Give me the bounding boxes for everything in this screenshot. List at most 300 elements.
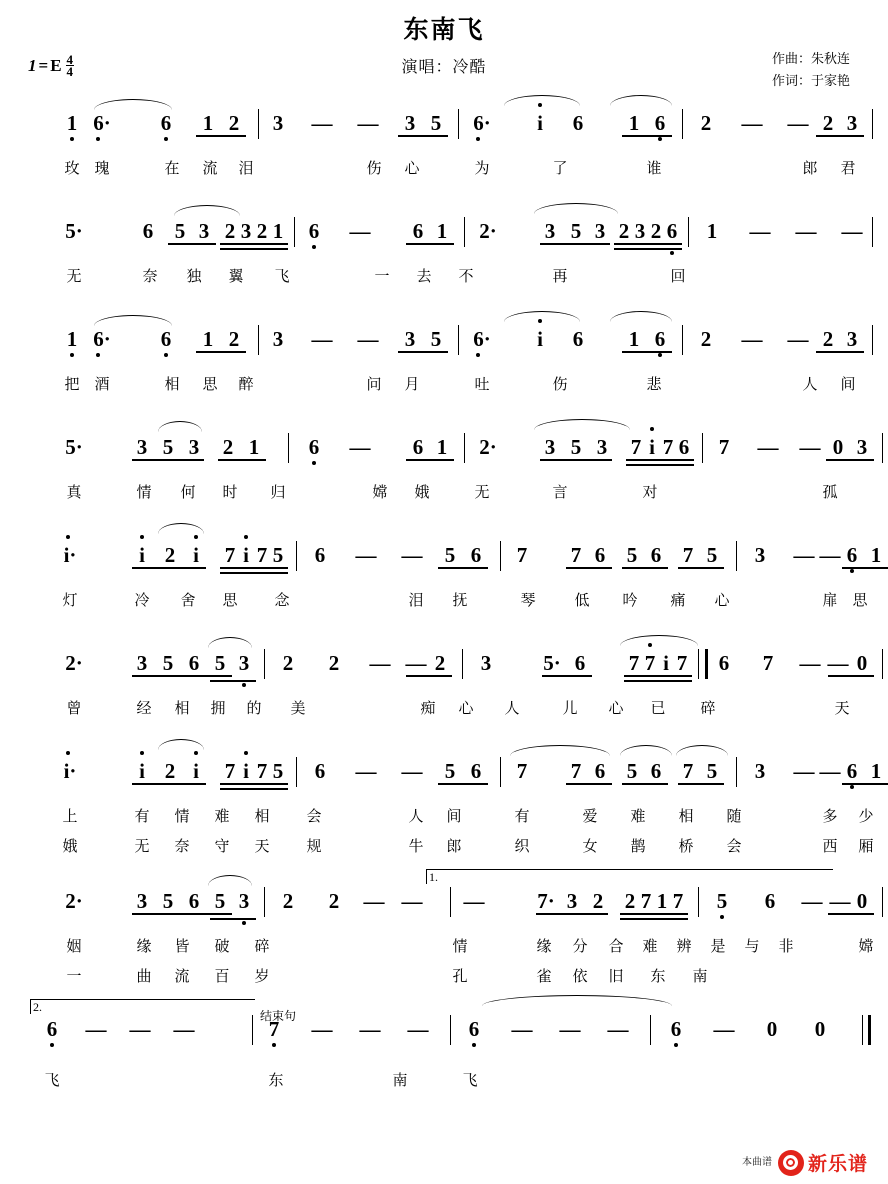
beam <box>132 675 232 677</box>
note: 3 <box>544 435 556 459</box>
lyric: 有 <box>514 807 530 825</box>
note: — <box>85 1017 107 1041</box>
note: 1 <box>66 111 78 135</box>
lyric: 的 <box>246 699 262 717</box>
note: 7 <box>628 651 640 675</box>
note: 3 <box>754 543 766 567</box>
note: 6 <box>670 1017 682 1041</box>
note: 6 <box>308 219 320 243</box>
note: 6 <box>846 543 858 567</box>
note: i <box>139 759 145 783</box>
lyric: 非 <box>778 937 794 955</box>
key-equals: = <box>38 55 49 75</box>
note: 6· <box>473 111 491 135</box>
barline <box>450 887 451 917</box>
note: — <box>787 111 809 135</box>
note: — <box>401 889 423 913</box>
note: — <box>401 759 423 783</box>
beam <box>540 459 612 461</box>
note: — <box>407 1017 429 1041</box>
octave-dot-low <box>50 1043 54 1047</box>
note: — <box>799 651 821 675</box>
lyric: 皆 <box>174 937 190 955</box>
beam <box>438 783 488 785</box>
note: 5 <box>214 889 226 913</box>
note: 5 <box>716 889 728 913</box>
octave-dot-low <box>670 251 674 255</box>
lyric: 会 <box>306 807 322 825</box>
octave-dot-low <box>720 915 724 919</box>
octave-dot-high <box>140 751 144 755</box>
note: 6 <box>188 651 200 675</box>
note: 2 <box>164 543 176 567</box>
lyric: 缘 <box>536 937 552 955</box>
octave-dot-low <box>312 461 316 465</box>
note: — <box>405 651 427 675</box>
lyric: 多 <box>822 807 838 825</box>
note: 3 <box>188 435 200 459</box>
note: 2 <box>434 651 446 675</box>
note: — <box>359 1017 381 1041</box>
note: 3 <box>544 219 556 243</box>
note: — <box>357 327 379 351</box>
note: 5 <box>570 219 582 243</box>
lyric: 悲 <box>646 375 662 393</box>
note: i <box>139 543 145 567</box>
barline <box>736 541 737 571</box>
barline <box>458 109 459 139</box>
lyric: 心 <box>608 699 624 717</box>
note: 6 <box>188 889 200 913</box>
second-ending-bracket <box>30 999 255 1014</box>
first-ending-bracket <box>426 869 833 884</box>
note: — <box>355 543 377 567</box>
lyric: 曾 <box>66 699 82 717</box>
lyric: 百 <box>214 967 230 985</box>
lyric: 吐 <box>474 375 490 393</box>
system-1-lyrics <box>30 157 858 185</box>
note: — <box>355 759 377 783</box>
beam <box>816 135 864 137</box>
note: i <box>649 435 655 459</box>
note: i <box>193 543 199 567</box>
note: 5 <box>626 543 638 567</box>
slur <box>94 99 172 110</box>
barline <box>682 325 683 355</box>
note: 1 <box>870 543 882 567</box>
note: 6 <box>846 759 858 783</box>
note: i <box>243 543 249 567</box>
lyric: 郎 <box>802 159 818 177</box>
octave-dot-high <box>194 751 198 755</box>
lyric: 再 <box>552 267 568 285</box>
note: 7 <box>570 759 582 783</box>
slur <box>610 95 672 106</box>
lyric: 娥 <box>62 837 78 855</box>
note: — <box>749 219 771 243</box>
lyric: 扉 <box>822 591 838 609</box>
note: — <box>819 543 841 567</box>
lyric: 美 <box>290 699 306 717</box>
octave-dot-low <box>476 137 480 141</box>
note: 7 <box>762 651 774 675</box>
note: — <box>787 327 809 351</box>
note: 3 <box>136 889 148 913</box>
lyric: 去 <box>416 267 432 285</box>
beam <box>220 572 288 574</box>
beam <box>406 243 454 245</box>
lyric: 月 <box>404 375 420 393</box>
note: 6 <box>650 759 662 783</box>
barline <box>458 325 459 355</box>
system-8-notes <box>30 889 868 935</box>
note: — <box>793 759 815 783</box>
lyric: 娥 <box>414 483 430 501</box>
lyric: 经 <box>136 699 152 717</box>
credits <box>772 48 850 92</box>
lyric: 瑰 <box>94 159 110 177</box>
lyric: 奈 <box>174 837 190 855</box>
octave-dot-low <box>850 785 854 789</box>
lyric: 孔 <box>452 967 468 985</box>
lyric: 谁 <box>646 159 662 177</box>
note: 7 <box>718 435 730 459</box>
system-7-lyrics-verse2 <box>30 835 874 863</box>
note: — <box>741 111 763 135</box>
lyric: 依 <box>572 967 588 985</box>
note: 6 <box>160 111 172 135</box>
barline <box>288 433 289 463</box>
note: — <box>819 759 841 783</box>
lyric: 飞 <box>44 1071 60 1089</box>
note: 5 <box>430 327 442 351</box>
barline <box>258 325 259 355</box>
note: 5 <box>444 759 456 783</box>
note: 1 <box>272 219 284 243</box>
note: 5 <box>174 219 186 243</box>
lyric: 回 <box>670 267 686 285</box>
lyric: 酒 <box>94 375 110 393</box>
lyric: 相 <box>174 699 190 717</box>
note: 7 <box>682 759 694 783</box>
lyric: 是 <box>710 937 726 955</box>
note: — <box>713 1017 735 1041</box>
note: 5 <box>706 543 718 567</box>
lyric: 随 <box>726 807 742 825</box>
note: 6 <box>678 435 690 459</box>
lyric: 破 <box>214 937 230 955</box>
note: 6· <box>473 327 491 351</box>
note: 3 <box>136 651 148 675</box>
lyric: 旧 <box>608 967 624 985</box>
note: i· <box>63 759 77 783</box>
beam <box>624 675 692 677</box>
lyric: 归 <box>270 483 286 501</box>
lyric: 岁 <box>254 967 270 985</box>
note: 5 <box>430 111 442 135</box>
singer-line: 演唱：冷酷 <box>401 59 487 76</box>
lyric: 嫦 <box>372 483 388 501</box>
beam <box>218 459 266 461</box>
octave-dot-low <box>658 353 662 357</box>
note: 3 <box>596 435 608 459</box>
note: — <box>801 889 823 913</box>
note: — <box>757 435 779 459</box>
composer-line: 作曲：朱秋连 <box>771 51 850 66</box>
note: 2 <box>700 111 712 135</box>
note: 1 <box>436 219 448 243</box>
lyric: 碎 <box>700 699 716 717</box>
beam <box>622 783 668 785</box>
beam <box>614 248 682 250</box>
system-8 <box>30 870 874 1009</box>
lyric: 言 <box>552 483 568 501</box>
note: 7 <box>224 759 236 783</box>
note: 2 <box>592 889 604 913</box>
barline <box>736 757 737 787</box>
note: 6 <box>308 435 320 459</box>
note: — <box>463 889 485 913</box>
note: 6 <box>160 327 172 351</box>
note: 3 <box>272 111 284 135</box>
note: 1 <box>202 327 214 351</box>
note: — <box>173 1017 195 1041</box>
octave-dot-high <box>140 535 144 539</box>
lyric: 南 <box>392 1071 408 1089</box>
octave-dot-high <box>244 535 248 539</box>
lyric: 伤 <box>366 159 382 177</box>
beam <box>168 243 216 245</box>
lyric: 玫 <box>64 159 80 177</box>
octave-dot-low <box>658 137 662 141</box>
note: — <box>559 1017 581 1041</box>
lyric: 相 <box>164 375 180 393</box>
note: 5 <box>444 543 456 567</box>
note: — <box>827 651 849 675</box>
note: 5 <box>570 435 582 459</box>
note: 1 <box>706 219 718 243</box>
lyric: 合 <box>608 937 624 955</box>
note: 6 <box>314 543 326 567</box>
note: 1 <box>870 759 882 783</box>
lyric: 灯 <box>62 591 78 609</box>
beam <box>816 351 864 353</box>
lyric: 对 <box>642 483 658 501</box>
beam <box>678 783 724 785</box>
slur <box>504 95 580 106</box>
barline <box>682 109 683 139</box>
barline <box>702 433 703 463</box>
lyric: 痴 <box>420 699 436 717</box>
lyric: 了 <box>552 159 568 177</box>
beam <box>624 680 692 682</box>
lyric: 泪 <box>408 591 424 609</box>
note: 3 <box>846 111 858 135</box>
second-ending-label: 2. <box>33 1000 42 1014</box>
lyric: 抚 <box>452 591 468 609</box>
sheet-music-page <box>0 10 888 1184</box>
note: i <box>537 111 543 135</box>
barline <box>258 109 259 139</box>
note: — <box>799 435 821 459</box>
lyric: 流 <box>202 159 218 177</box>
note: 7 <box>672 889 684 913</box>
beam <box>210 918 256 920</box>
beam <box>132 783 206 785</box>
note: 3 <box>846 327 858 351</box>
note: 7· <box>537 889 555 913</box>
note: — <box>349 219 371 243</box>
beam <box>132 459 204 461</box>
lyric: 难 <box>630 807 646 825</box>
note: 7 <box>256 543 268 567</box>
lyric: 舍 <box>180 591 196 609</box>
lyric: 何 <box>180 483 196 501</box>
barline <box>872 325 873 355</box>
note: 7 <box>630 435 642 459</box>
site-watermark <box>742 1149 868 1176</box>
note: 1 <box>436 435 448 459</box>
lyric: 守 <box>214 837 230 855</box>
lyric: 鹊 <box>630 837 646 855</box>
system-3-lyrics <box>30 373 858 401</box>
note: 2 <box>822 327 834 351</box>
lyric: 与 <box>744 937 760 955</box>
note: 2 <box>224 219 236 243</box>
lyric: 已 <box>650 699 666 717</box>
system-9-lyrics <box>30 1069 858 1097</box>
barline <box>500 757 501 787</box>
note: 5· <box>65 219 83 243</box>
lyric: 儿 <box>562 699 578 717</box>
note: 5 <box>272 759 284 783</box>
note: 7 <box>256 759 268 783</box>
note: 0 <box>832 435 844 459</box>
beam <box>614 243 682 245</box>
octave-dot-high <box>244 751 248 755</box>
beam <box>220 783 288 785</box>
lyric: 一 <box>66 967 82 985</box>
note: 6 <box>142 219 154 243</box>
note: 7 <box>676 651 688 675</box>
lyricist-line: 作词：于家艳 <box>771 73 850 88</box>
lyric: 痛 <box>670 591 686 609</box>
note: — <box>369 651 391 675</box>
lyric: 情 <box>452 937 468 955</box>
lyric: 难 <box>642 937 658 955</box>
barline <box>872 217 873 247</box>
note: 7 <box>570 543 582 567</box>
note: 7 <box>516 759 528 783</box>
note: 6· <box>93 111 111 135</box>
note: 6 <box>470 759 482 783</box>
octave-dot-high <box>194 535 198 539</box>
lyric: 爱 <box>582 807 598 825</box>
lyric: 飞 <box>274 267 290 285</box>
beam <box>220 248 288 250</box>
octave-dot-low <box>272 1043 276 1047</box>
lyric: 规 <box>306 837 322 855</box>
note: — <box>311 111 333 135</box>
lyric: 孤 <box>822 483 838 501</box>
lyric: 为 <box>474 159 490 177</box>
note: 5 <box>162 889 174 913</box>
octave-dot-low <box>96 353 100 357</box>
note: 2 <box>624 889 636 913</box>
lyric: 上 <box>62 807 78 825</box>
beam <box>566 783 612 785</box>
beam <box>220 243 288 245</box>
note: 3 <box>240 219 252 243</box>
note: 0 <box>814 1017 826 1041</box>
system-1 <box>30 111 858 219</box>
note: 0 <box>766 1017 778 1041</box>
barline <box>296 541 297 571</box>
barline <box>252 1015 253 1045</box>
beam <box>398 135 448 137</box>
note: 6 <box>654 327 666 351</box>
note: 6 <box>572 111 584 135</box>
note: — <box>363 889 385 913</box>
lyric: 醉 <box>238 375 254 393</box>
lyric: 泪 <box>238 159 254 177</box>
octave-dot-low <box>476 353 480 357</box>
note: 7 <box>640 889 652 913</box>
beam <box>842 783 888 785</box>
lyric: 思 <box>222 591 238 609</box>
barline <box>500 541 501 571</box>
note: 2· <box>479 435 497 459</box>
note: — <box>401 543 423 567</box>
lyric: 曲 <box>136 967 152 985</box>
beam <box>536 913 608 915</box>
note: 6 <box>650 543 662 567</box>
lyric: 天 <box>834 699 850 717</box>
page-title: 东南飞 <box>403 17 485 44</box>
lyric: 君 <box>840 159 856 177</box>
beam <box>220 567 288 569</box>
lyric: 拥 <box>210 699 226 717</box>
lyric: 相 <box>678 807 694 825</box>
lyric: 人 <box>408 807 424 825</box>
lyric: 情 <box>174 807 190 825</box>
final-barline <box>862 1015 871 1045</box>
note: 2 <box>222 435 234 459</box>
ending-phrase-label: 结束句 <box>260 1009 297 1023</box>
note: 3 <box>634 219 646 243</box>
note: 6 <box>594 543 606 567</box>
octave-dot-low <box>242 683 246 687</box>
key-one: 1 <box>28 55 37 75</box>
octave-dot-high <box>66 535 70 539</box>
note: 2 <box>328 651 340 675</box>
lyric: 南 <box>692 967 708 985</box>
beam <box>542 675 592 677</box>
note: 7 <box>224 543 236 567</box>
beam <box>406 459 454 461</box>
lyric: 女 <box>582 837 598 855</box>
note: 2 <box>328 889 340 913</box>
note: 3 <box>566 889 578 913</box>
lyric: 郎 <box>446 837 462 855</box>
barline <box>464 217 465 247</box>
barline <box>688 217 689 247</box>
barline <box>264 649 265 679</box>
beam <box>196 351 246 353</box>
lyric: 低 <box>574 591 590 609</box>
note: 5 <box>162 435 174 459</box>
note: 3 <box>404 111 416 135</box>
